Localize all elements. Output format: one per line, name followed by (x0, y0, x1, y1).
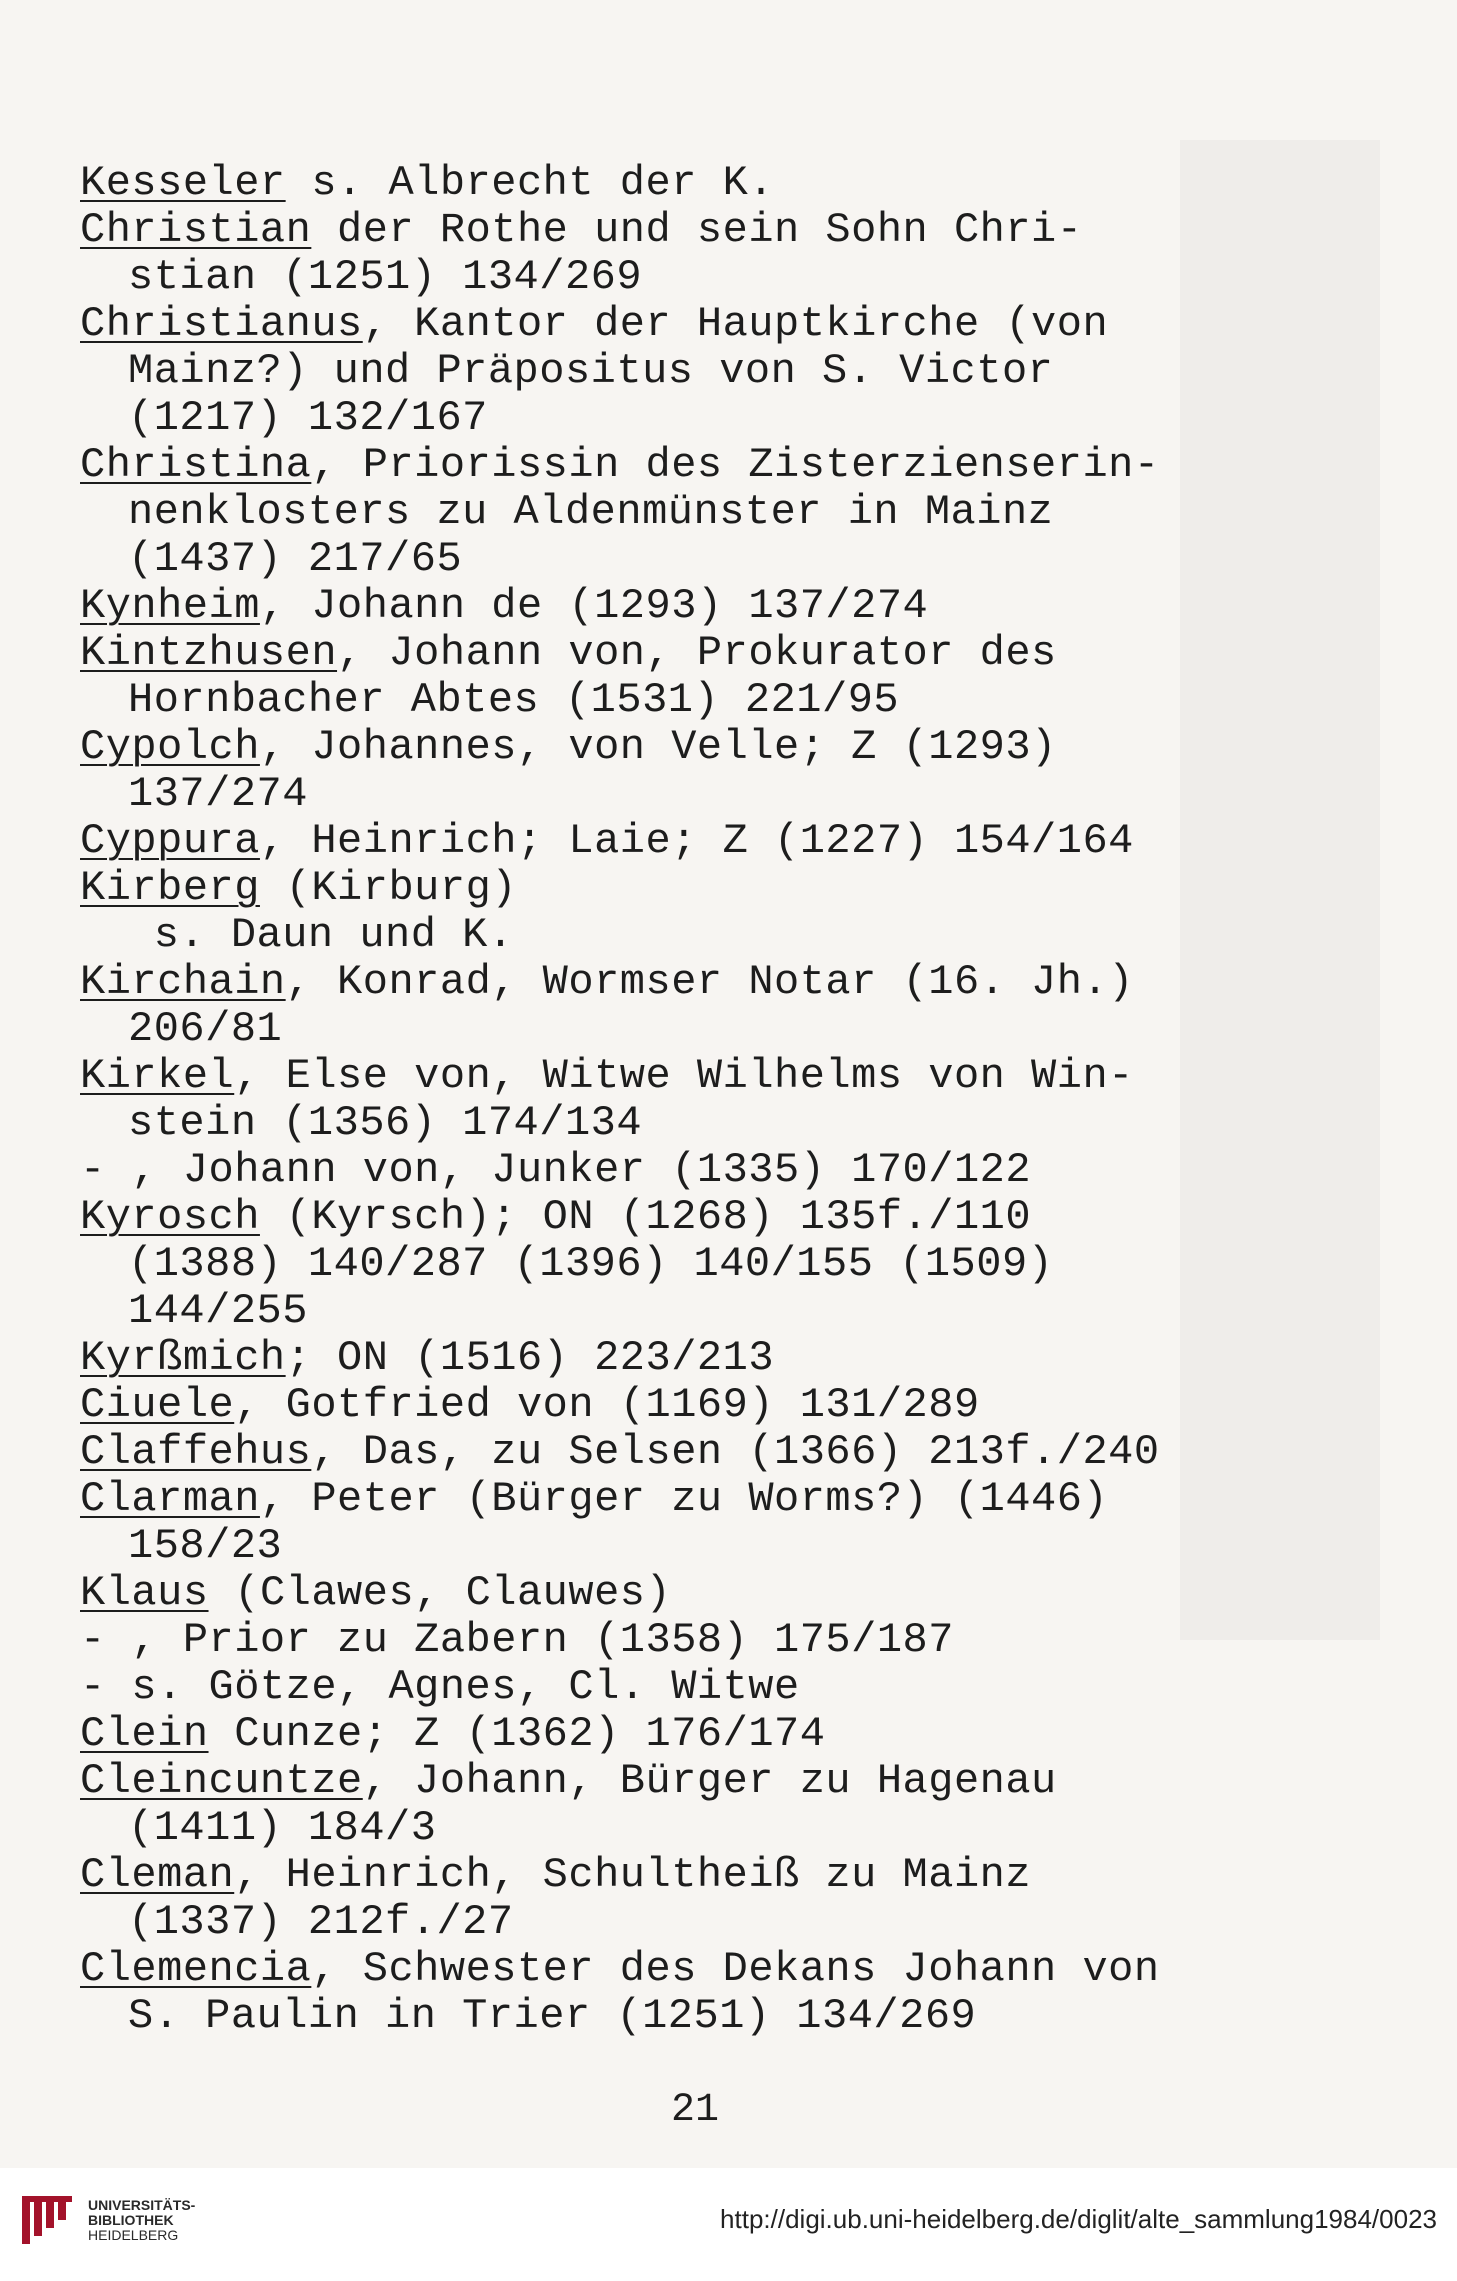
entry-text: - , Johann von, Junker (1335) 170/122 (80, 1146, 1032, 1194)
entry-text: , Johann de (1293) 137/274 (259, 582, 929, 630)
entry-text: nenklosters zu Aldenmünster in Mainz (128, 488, 1054, 536)
register-entry (80, 1711, 1360, 1758)
library-name-line-3: HEIDELBERG (88, 2227, 179, 2243)
entry-headword: Clarman (80, 1475, 260, 1523)
entry-first-line (80, 1711, 1360, 1758)
entry-text: Hornbacher Abtes (1531) 221/95 (128, 676, 900, 724)
entry-text: - s. Götze, Agnes, Cl. Witwe (80, 1663, 800, 1711)
entry-text: , Else von, Witwe Wilhelms von Win- (234, 1052, 1134, 1100)
entry-text: 144/255 (128, 1287, 308, 1335)
entry-first-line (80, 1664, 1360, 1711)
entry-first-line (80, 724, 1360, 771)
entry-text: (1388) 140/287 (1396) 140/155 (1509) (128, 1240, 1054, 1288)
entry-continuation-line (80, 912, 1360, 959)
entry-text: ; ON (1516) 223/213 (285, 1334, 775, 1382)
entry-headword: Kirchain (80, 958, 286, 1006)
entry-text: (1217) 132/167 (128, 394, 488, 442)
register-entry (80, 1053, 1360, 1147)
register-entry (80, 1476, 1360, 1570)
entry-first-line (80, 1852, 1360, 1899)
entry-first-line (80, 301, 1360, 348)
entry-text: Cunze; Z (1362) 176/174 (208, 1710, 826, 1758)
entry-first-line (80, 818, 1360, 865)
entry-continuation-line (80, 254, 1360, 301)
entry-first-line (80, 1429, 1360, 1476)
entry-continuation-line (80, 1241, 1360, 1288)
entry-text: , Johannes, von Velle; Z (1293) (259, 723, 1057, 771)
entry-first-line (80, 1335, 1360, 1382)
entry-continuation-line (80, 348, 1360, 395)
entry-text: S. Paulin in Trier (1251) 134/269 (128, 1992, 977, 2040)
entry-text: , Schwester des Dekans Johann von (311, 1945, 1160, 1993)
entry-text: (Kirburg) (259, 864, 517, 912)
entry-first-line (80, 959, 1360, 1006)
register-entry (80, 818, 1360, 865)
entry-first-line (80, 160, 1360, 207)
entry-headword: Christina (80, 441, 312, 489)
entry-first-line (80, 1570, 1360, 1617)
library-footer (0, 2168, 1457, 2281)
entry-continuation-line (80, 489, 1360, 536)
entry-first-line (80, 1147, 1360, 1194)
entry-continuation-line (80, 1805, 1360, 1852)
library-name-line-1: UNIVERSITÄTS- (88, 2197, 196, 2213)
register-entry-list (80, 160, 1360, 2040)
entry-text: stein (1356) 174/134 (128, 1099, 643, 1147)
entry-headword: Cleman (80, 1851, 235, 1899)
entry-headword: Kyrosch (80, 1193, 260, 1241)
register-entry (80, 1570, 1360, 1617)
entry-text: , Peter (Bürger zu Worms?) (1446) (259, 1475, 1109, 1523)
entry-text: s. Daun und K. (128, 911, 514, 959)
entry-text: der Rothe und sein Sohn Chri- (311, 206, 1083, 254)
entry-continuation-line (80, 771, 1360, 818)
entry-headword: Clein (80, 1710, 209, 1758)
entry-text: - , Prior zu Zabern (1358) 175/187 (80, 1616, 954, 1664)
permalink-url[interactable]: http://digi.ub.uni-heidelberg.de/diglit/alte_sammlung1984/0023 (720, 2204, 1437, 2234)
register-entry (80, 207, 1360, 301)
register-entry (80, 1382, 1360, 1429)
entry-continuation-line (80, 1993, 1360, 2040)
entry-headword: Kynheim (80, 582, 260, 630)
entry-first-line (80, 442, 1360, 489)
entry-text: , Johann von, Prokurator des (337, 629, 1057, 677)
entry-continuation-line (80, 1288, 1360, 1335)
entry-headword: Claffehus (80, 1428, 312, 1476)
entry-headword: Cypolch (80, 723, 260, 771)
library-name (88, 2198, 195, 2243)
entry-continuation-line (80, 395, 1360, 442)
register-entry (80, 1335, 1360, 1382)
register-entry (80, 959, 1360, 1053)
register-entry (80, 1758, 1360, 1852)
entry-text: , Priorissin des Zisterzienserin- (311, 441, 1160, 489)
entry-text: (Clawes, Clauwes) (208, 1569, 672, 1617)
entry-continuation-line (80, 1100, 1360, 1147)
entry-headword: Cleincuntze (80, 1757, 363, 1805)
entry-headword: Kesseler (80, 159, 286, 207)
entry-headword: Ciuele (80, 1381, 235, 1429)
entry-headword: Klaus (80, 1569, 209, 1617)
entry-first-line (80, 630, 1360, 677)
entry-text: stian (1251) 134/269 (128, 253, 643, 301)
entry-text: , Heinrich, Schultheiß zu Mainz (234, 1851, 1032, 1899)
entry-first-line (80, 1758, 1360, 1805)
register-entry (80, 1852, 1360, 1946)
entry-continuation-line (80, 536, 1360, 583)
entry-text: , Heinrich; Laie; Z (1227) 154/164 (259, 817, 1134, 865)
entry-first-line (80, 1946, 1360, 1993)
register-entry (80, 1664, 1360, 1711)
register-entry (80, 301, 1360, 442)
entry-text: , Johann, Bürger zu Hagenau (362, 1757, 1057, 1805)
entry-first-line (80, 1053, 1360, 1100)
entry-text: 206/81 (128, 1005, 283, 1053)
register-entry (80, 442, 1360, 583)
register-entry (80, 1194, 1360, 1335)
register-entry (80, 865, 1360, 959)
entry-first-line (80, 583, 1360, 630)
entry-headword: Kyrßmich (80, 1334, 286, 1382)
entry-text: s. Albrecht der K. (285, 159, 775, 207)
entry-headword: Clemencia (80, 1945, 312, 1993)
entry-first-line (80, 1382, 1360, 1429)
entry-first-line (80, 1617, 1360, 1664)
entry-first-line (80, 865, 1360, 912)
entry-first-line (80, 1194, 1360, 1241)
entry-text: , Gotfried von (1169) 131/289 (234, 1381, 980, 1429)
entry-continuation-line (80, 1006, 1360, 1053)
entry-text: Mainz?) und Präpositus von S. Victor (128, 347, 1054, 395)
entry-text: (1437) 217/65 (128, 535, 463, 583)
entry-text: (Kyrsch); ON (1268) 135f./110 (259, 1193, 1032, 1241)
entry-first-line (80, 1476, 1360, 1523)
register-entry (80, 160, 1360, 207)
entry-headword: Cyppura (80, 817, 260, 865)
register-entry (80, 1946, 1360, 2040)
entry-text: (1337) 212f./27 (128, 1898, 514, 1946)
entry-continuation-line (80, 1523, 1360, 1570)
register-entry (80, 1617, 1360, 1664)
entry-continuation-line (80, 1899, 1360, 1946)
register-entry (80, 583, 1360, 630)
entry-text: 137/274 (128, 770, 308, 818)
entry-headword: Kintzhusen (80, 629, 338, 677)
entry-text: , Konrad, Wormser Notar (16. Jh.) (285, 958, 1134, 1006)
entry-text: 158/23 (128, 1522, 283, 1570)
entry-headword: Kirberg (80, 864, 260, 912)
entry-text: , Kantor der Hauptkirche (von (362, 300, 1109, 348)
heidelberg-library-logo-icon (18, 2190, 78, 2250)
register-entry (80, 630, 1360, 724)
register-entry (80, 724, 1360, 818)
entry-headword: Christianus (80, 300, 363, 348)
register-entry (80, 1147, 1360, 1194)
entry-continuation-line (80, 677, 1360, 724)
entry-text: , Das, zu Selsen (1366) 213f./240 (311, 1428, 1160, 1476)
entry-headword: Christian (80, 206, 312, 254)
library-name-line-2: BIBLIOTHEK (88, 2212, 174, 2228)
register-entry (80, 1429, 1360, 1476)
entry-headword: Kirkel (80, 1052, 235, 1100)
entry-text: (1411) 184/3 (128, 1804, 437, 1852)
page-number: 21 (670, 2088, 719, 2133)
entry-first-line (80, 207, 1360, 254)
